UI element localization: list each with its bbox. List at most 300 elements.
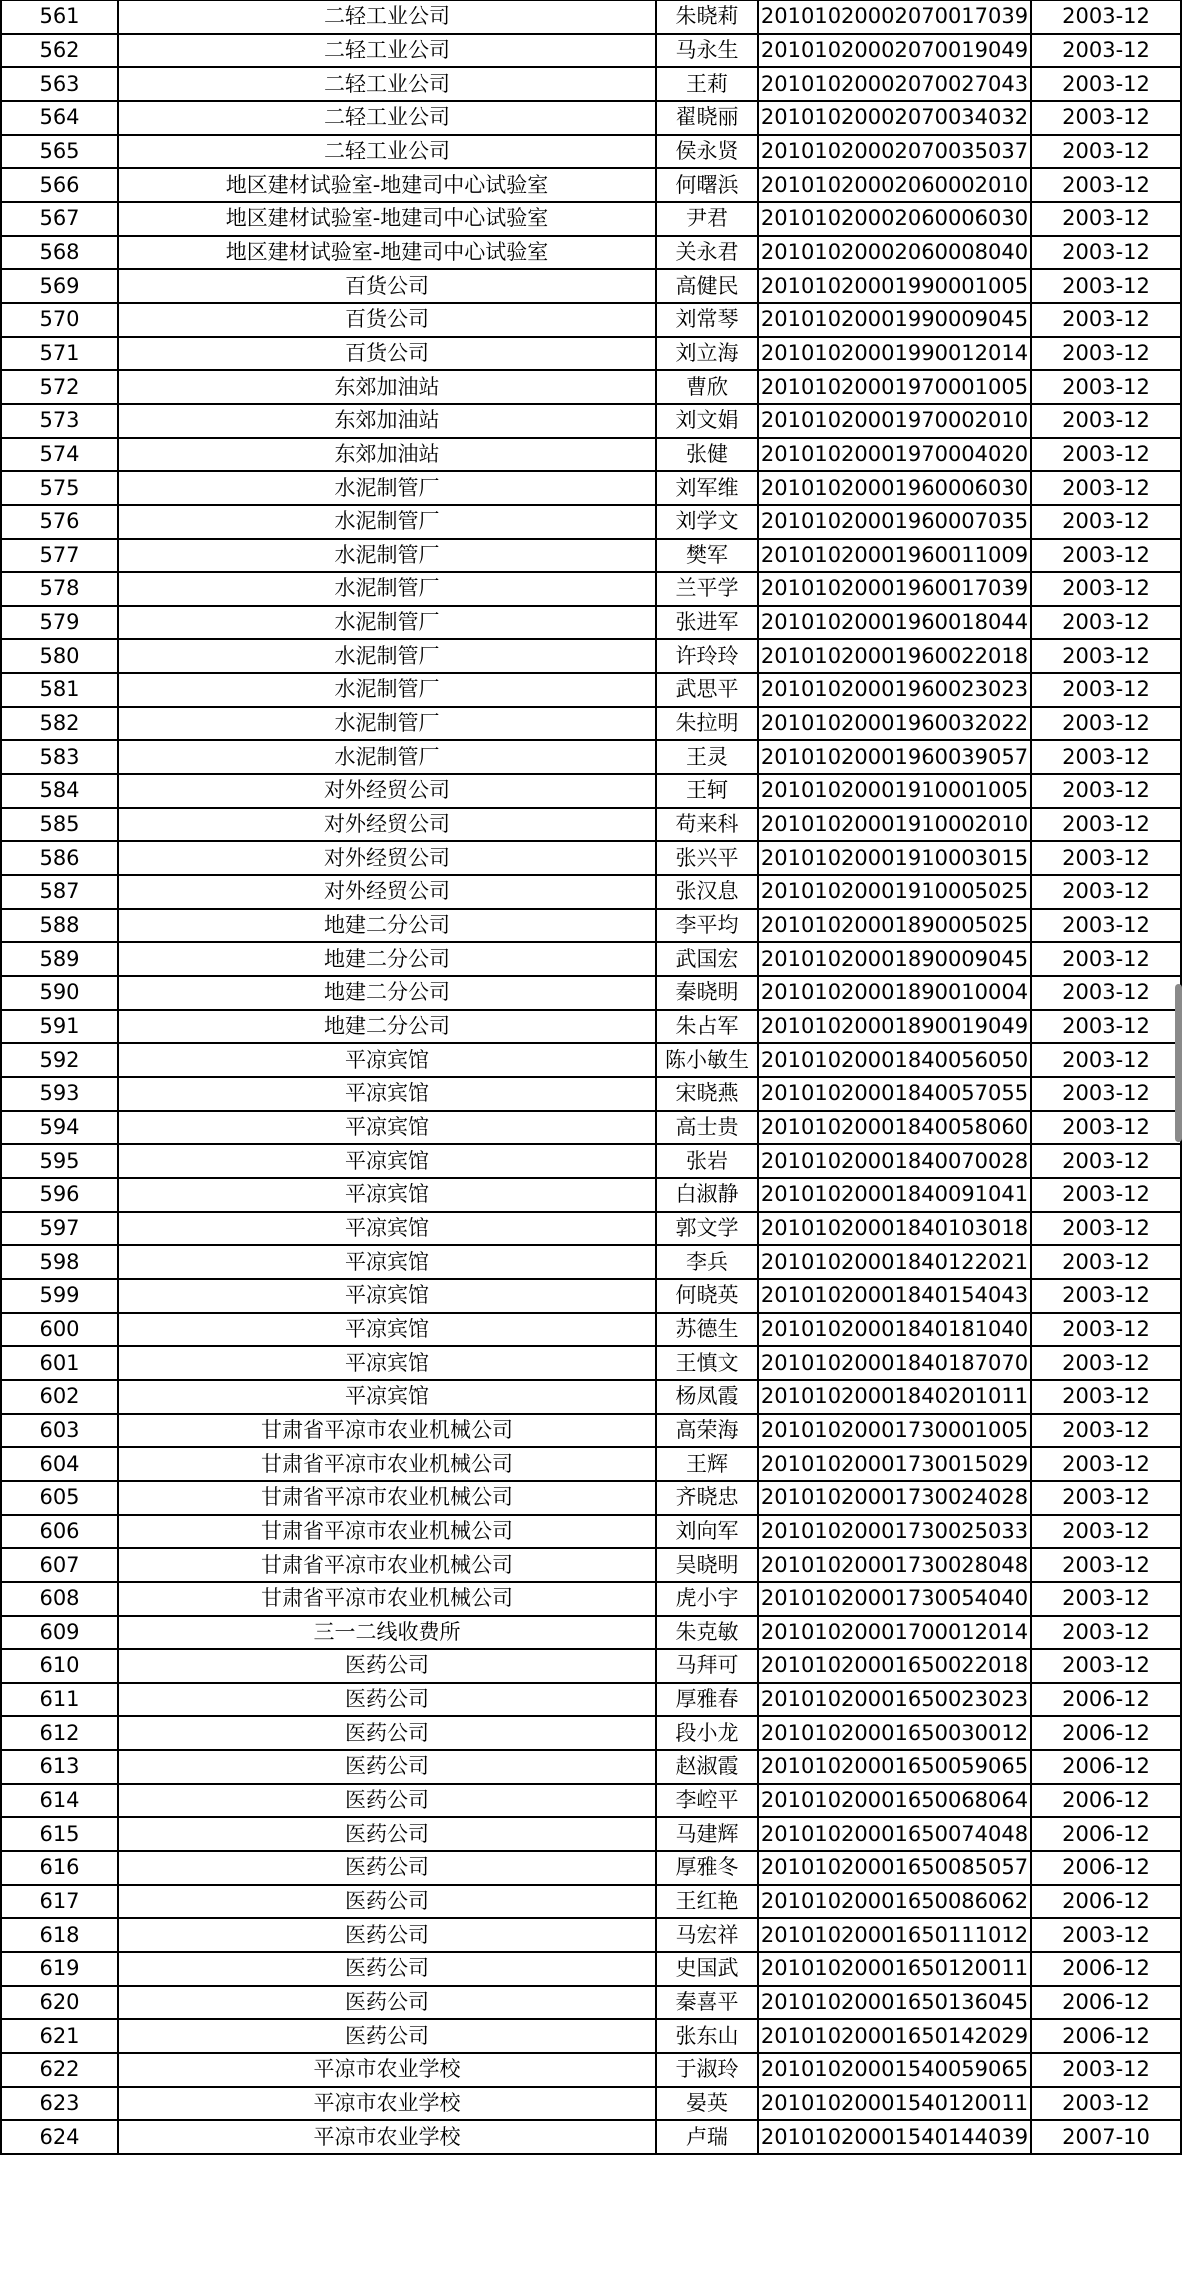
date-cell: 2003-12 (1031, 269, 1181, 303)
date-cell: 2003-12 (1031, 740, 1181, 774)
row-number-cell: 604 (1, 1447, 118, 1481)
date-cell: 2003-12 (1031, 67, 1181, 101)
name-cell: 李兵 (656, 1245, 758, 1279)
account-number-cell: 20101020001840056050 (758, 1043, 1031, 1077)
table-row (1, 875, 1181, 909)
account-number-cell: 20101020001650068064 (758, 1784, 1031, 1818)
table-row (1, 1582, 1181, 1616)
name-cell: 刘学文 (656, 505, 758, 539)
unit-cell: 二轻工业公司 (118, 1, 656, 34)
unit-cell: 医药公司 (118, 1918, 656, 1952)
row-number-cell: 603 (1, 1414, 118, 1448)
table-row (1, 841, 1181, 875)
account-number-cell: 20101020001650030012 (758, 1716, 1031, 1750)
row-number-cell: 585 (1, 808, 118, 842)
name-cell: 厚雅冬 (656, 1851, 758, 1885)
table-row (1, 2019, 1181, 2053)
table-row (1, 101, 1181, 135)
account-number-cell: 20101020002070027043 (758, 67, 1031, 101)
table-row (1, 1817, 1181, 1851)
date-cell: 2003-12 (1031, 1515, 1181, 1549)
account-number-cell: 20101020001910001005 (758, 774, 1031, 808)
name-cell: 翟晓丽 (656, 101, 758, 135)
unit-cell: 平凉宾馆 (118, 1178, 656, 1212)
date-cell: 2003-12 (1031, 909, 1181, 943)
unit-cell: 对外经贸公司 (118, 841, 656, 875)
date-cell: 2003-12 (1031, 2053, 1181, 2087)
date-cell: 2003-12 (1031, 572, 1181, 606)
table-row (1, 34, 1181, 68)
name-cell: 李平均 (656, 909, 758, 943)
name-cell: 刘军维 (656, 471, 758, 505)
table-row (1, 303, 1181, 337)
unit-cell: 二轻工业公司 (118, 101, 656, 135)
account-number-cell: 20101020001960006030 (758, 471, 1031, 505)
date-cell: 2003-12 (1031, 1380, 1181, 1414)
unit-cell: 二轻工业公司 (118, 67, 656, 101)
account-number-cell: 20101020001840154043 (758, 1279, 1031, 1313)
unit-cell: 百货公司 (118, 337, 656, 371)
unit-cell: 对外经贸公司 (118, 808, 656, 842)
unit-cell: 平凉宾馆 (118, 1346, 656, 1380)
row-number-cell: 592 (1, 1043, 118, 1077)
date-cell: 2003-12 (1031, 1582, 1181, 1616)
table-row (1, 1178, 1181, 1212)
table-row (1, 942, 1181, 976)
unit-cell: 医药公司 (118, 1683, 656, 1717)
account-number-cell: 20101020002070034032 (758, 101, 1031, 135)
table-row (1, 1649, 1181, 1683)
date-cell: 2003-12 (1031, 101, 1181, 135)
table-row (1, 1885, 1181, 1919)
name-cell: 陈小敏生 (656, 1043, 758, 1077)
unit-cell: 地区建材试验室-地建司中心试验室 (118, 236, 656, 270)
name-cell: 苟来科 (656, 808, 758, 842)
name-cell: 秦喜平 (656, 1986, 758, 2020)
date-cell: 2003-12 (1031, 1649, 1181, 1683)
row-number-cell: 573 (1, 404, 118, 438)
account-number-cell: 20101020001970001005 (758, 370, 1031, 404)
row-number-cell: 564 (1, 101, 118, 135)
unit-cell: 百货公司 (118, 269, 656, 303)
unit-cell: 平凉宾馆 (118, 1144, 656, 1178)
name-cell: 于淑玲 (656, 2053, 758, 2087)
account-number-cell: 20101020001650142029 (758, 2019, 1031, 2053)
table-row (1, 639, 1181, 673)
table-row (1, 740, 1181, 774)
table-row (1, 1716, 1181, 1750)
unit-cell: 东郊加油站 (118, 438, 656, 472)
row-number-cell: 578 (1, 572, 118, 606)
account-number-cell: 20101020001650111012 (758, 1918, 1031, 1952)
date-cell: 2003-12 (1031, 841, 1181, 875)
row-number-cell: 622 (1, 2053, 118, 2087)
table-row (1, 404, 1181, 438)
account-number-cell: 20101020001960018044 (758, 606, 1031, 640)
table-row (1, 2087, 1181, 2121)
unit-cell: 甘肃省平凉市农业机械公司 (118, 1582, 656, 1616)
name-cell: 张汉息 (656, 875, 758, 909)
date-cell: 2003-12 (1031, 774, 1181, 808)
name-cell: 刘常琴 (656, 303, 758, 337)
unit-cell: 医药公司 (118, 1885, 656, 1919)
date-cell: 2003-12 (1031, 471, 1181, 505)
account-number-cell: 20101020001730015029 (758, 1447, 1031, 1481)
table-row (1, 236, 1181, 270)
date-cell: 2003-12 (1031, 1010, 1181, 1044)
account-number-cell: 20101020001960007035 (758, 505, 1031, 539)
row-number-cell: 606 (1, 1515, 118, 1549)
date-cell: 2003-12 (1031, 1346, 1181, 1380)
unit-cell: 水泥制管厂 (118, 606, 656, 640)
row-number-cell: 575 (1, 471, 118, 505)
table-row (1, 1548, 1181, 1582)
name-cell: 王红艳 (656, 1885, 758, 1919)
row-number-cell: 601 (1, 1346, 118, 1380)
row-number-cell: 609 (1, 1616, 118, 1650)
account-number-cell: 20101020001650059065 (758, 1750, 1031, 1784)
date-cell: 2006-12 (1031, 1885, 1181, 1919)
account-number-cell: 20101020001960011009 (758, 539, 1031, 573)
name-cell: 虎小宇 (656, 1582, 758, 1616)
unit-cell: 平凉市农业学校 (118, 2087, 656, 2121)
row-number-cell: 590 (1, 976, 118, 1010)
table-row (1, 1279, 1181, 1313)
name-cell: 关永君 (656, 236, 758, 270)
account-number-cell: 20101020001970002010 (758, 404, 1031, 438)
table-row (1, 1952, 1181, 1986)
row-number-cell: 610 (1, 1649, 118, 1683)
name-cell: 齐晓忠 (656, 1481, 758, 1515)
date-cell: 2006-12 (1031, 2019, 1181, 2053)
date-cell: 2003-12 (1031, 404, 1181, 438)
name-cell: 樊军 (656, 539, 758, 573)
table-row (1, 774, 1181, 808)
name-cell: 杨凤霞 (656, 1380, 758, 1414)
row-number-cell: 598 (1, 1245, 118, 1279)
row-number-cell: 569 (1, 269, 118, 303)
table-row (1, 1313, 1181, 1347)
table-row (1, 1986, 1181, 2020)
name-cell: 宋晓燕 (656, 1077, 758, 1111)
row-number-cell: 624 (1, 2120, 118, 2154)
account-number-cell: 20101020001990009045 (758, 303, 1031, 337)
unit-cell: 医药公司 (118, 1851, 656, 1885)
account-number-cell: 20101020001960017039 (758, 572, 1031, 606)
unit-cell: 甘肃省平凉市农业机械公司 (118, 1414, 656, 1448)
table-row (1, 1784, 1181, 1818)
row-number-cell: 605 (1, 1481, 118, 1515)
date-cell: 2006-12 (1031, 1986, 1181, 2020)
table-row (1, 606, 1181, 640)
row-number-cell: 619 (1, 1952, 118, 1986)
row-number-cell: 597 (1, 1212, 118, 1246)
account-number-cell: 20101020001910003015 (758, 841, 1031, 875)
name-cell: 张进军 (656, 606, 758, 640)
name-cell: 厚雅春 (656, 1683, 758, 1717)
date-cell: 2007-10 (1031, 2120, 1181, 2154)
table-row (1, 471, 1181, 505)
unit-cell: 平凉宾馆 (118, 1077, 656, 1111)
table-row (1, 337, 1181, 371)
account-number-cell: 20101020002070017039 (758, 1, 1031, 34)
unit-cell: 水泥制管厂 (118, 707, 656, 741)
unit-cell: 甘肃省平凉市农业机械公司 (118, 1447, 656, 1481)
row-number-cell: 565 (1, 135, 118, 169)
name-cell: 尹君 (656, 202, 758, 236)
name-cell: 何晓英 (656, 1279, 758, 1313)
unit-cell: 地建二分公司 (118, 976, 656, 1010)
row-number-cell: 621 (1, 2019, 118, 2053)
row-number-cell: 620 (1, 1986, 118, 2020)
account-number-cell: 20101020001730028048 (758, 1548, 1031, 1582)
row-number-cell: 589 (1, 942, 118, 976)
name-cell: 马拜可 (656, 1649, 758, 1683)
row-number-cell: 579 (1, 606, 118, 640)
unit-cell: 水泥制管厂 (118, 505, 656, 539)
name-cell: 朱占军 (656, 1010, 758, 1044)
name-cell: 郭文学 (656, 1212, 758, 1246)
table-row (1, 1245, 1181, 1279)
unit-cell: 东郊加油站 (118, 404, 656, 438)
account-number-cell: 20101020001890019049 (758, 1010, 1031, 1044)
vertical-scrollbar-thumb[interactable] (1175, 984, 1182, 1142)
table-row (1, 976, 1181, 1010)
row-number-cell: 611 (1, 1683, 118, 1717)
account-number-cell: 20101020001840057055 (758, 1077, 1031, 1111)
date-cell: 2003-12 (1031, 808, 1181, 842)
row-number-cell: 570 (1, 303, 118, 337)
unit-cell: 二轻工业公司 (118, 34, 656, 68)
date-cell: 2003-12 (1031, 1918, 1181, 1952)
date-cell: 2003-12 (1031, 1043, 1181, 1077)
row-number-cell: 608 (1, 1582, 118, 1616)
name-cell: 何曙浜 (656, 168, 758, 202)
table-row (1, 370, 1181, 404)
row-number-cell: 574 (1, 438, 118, 472)
date-cell: 2003-12 (1031, 942, 1181, 976)
account-number-cell: 20101020001990012014 (758, 337, 1031, 371)
unit-cell: 甘肃省平凉市农业机械公司 (118, 1515, 656, 1549)
table-row (1, 2120, 1181, 2154)
row-number-cell: 568 (1, 236, 118, 270)
record-table-body (1, 1, 1181, 2155)
name-cell: 武思平 (656, 673, 758, 707)
account-number-cell: 20101020002070019049 (758, 34, 1031, 68)
table-row (1, 1346, 1181, 1380)
name-cell: 高荣海 (656, 1414, 758, 1448)
row-number-cell: 595 (1, 1144, 118, 1178)
row-number-cell: 572 (1, 370, 118, 404)
table-row (1, 1918, 1181, 1952)
date-cell: 2003-12 (1031, 135, 1181, 169)
row-number-cell: 618 (1, 1918, 118, 1952)
name-cell: 王轲 (656, 774, 758, 808)
table-row (1, 1144, 1181, 1178)
row-number-cell: 576 (1, 505, 118, 539)
name-cell: 兰平学 (656, 572, 758, 606)
account-number-cell: 20101020001890010004 (758, 976, 1031, 1010)
unit-cell: 水泥制管厂 (118, 539, 656, 573)
date-cell: 2003-12 (1031, 1077, 1181, 1111)
name-cell: 朱拉明 (656, 707, 758, 741)
table-row (1, 1380, 1181, 1414)
table-row (1, 168, 1181, 202)
row-number-cell: 584 (1, 774, 118, 808)
unit-cell: 医药公司 (118, 1784, 656, 1818)
date-cell: 2003-12 (1031, 1245, 1181, 1279)
account-number-cell: 20101020001540144039 (758, 2120, 1031, 2154)
date-cell: 2003-12 (1031, 1212, 1181, 1246)
unit-cell: 对外经贸公司 (118, 774, 656, 808)
account-number-cell: 20101020001840122021 (758, 1245, 1031, 1279)
unit-cell: 平凉宾馆 (118, 1212, 656, 1246)
table-row (1, 1212, 1181, 1246)
account-number-cell: 20101020001730001005 (758, 1414, 1031, 1448)
date-cell: 2006-12 (1031, 1716, 1181, 1750)
row-number-cell: 566 (1, 168, 118, 202)
table-row (1, 1414, 1181, 1448)
account-number-cell: 20101020001840091041 (758, 1178, 1031, 1212)
account-number-cell: 20101020001970004020 (758, 438, 1031, 472)
name-cell: 武国宏 (656, 942, 758, 976)
account-number-cell: 20101020001840187070 (758, 1346, 1031, 1380)
row-number-cell: 563 (1, 67, 118, 101)
account-number-cell: 20101020001910002010 (758, 808, 1031, 842)
date-cell: 2003-12 (1031, 1447, 1181, 1481)
row-number-cell: 588 (1, 909, 118, 943)
unit-cell: 甘肃省平凉市农业机械公司 (118, 1481, 656, 1515)
unit-cell: 东郊加油站 (118, 370, 656, 404)
name-cell: 张健 (656, 438, 758, 472)
row-number-cell: 583 (1, 740, 118, 774)
table-row (1, 2053, 1181, 2087)
table-row (1, 539, 1181, 573)
account-number-cell: 20101020001840070028 (758, 1144, 1031, 1178)
row-number-cell: 593 (1, 1077, 118, 1111)
row-number-cell: 586 (1, 841, 118, 875)
row-number-cell: 596 (1, 1178, 118, 1212)
row-number-cell: 600 (1, 1313, 118, 1347)
account-number-cell: 20101020001650022018 (758, 1649, 1031, 1683)
unit-cell: 水泥制管厂 (118, 572, 656, 606)
unit-cell: 甘肃省平凉市农业机械公司 (118, 1548, 656, 1582)
row-number-cell: 602 (1, 1380, 118, 1414)
table-row (1, 1683, 1181, 1717)
table-row (1, 1750, 1181, 1784)
date-cell: 2006-12 (1031, 1817, 1181, 1851)
table-row (1, 909, 1181, 943)
name-cell: 马永生 (656, 34, 758, 68)
date-cell: 2003-12 (1031, 1616, 1181, 1650)
table-row (1, 1077, 1181, 1111)
date-cell: 2003-12 (1031, 34, 1181, 68)
name-cell: 李崆平 (656, 1784, 758, 1818)
name-cell: 张东山 (656, 2019, 758, 2053)
account-number-cell: 20101020001960032022 (758, 707, 1031, 741)
name-cell: 卢瑞 (656, 2120, 758, 2154)
name-cell: 吴晓明 (656, 1548, 758, 1582)
table-row (1, 202, 1181, 236)
row-number-cell: 562 (1, 34, 118, 68)
date-cell: 2003-12 (1031, 1481, 1181, 1515)
date-cell: 2006-12 (1031, 1851, 1181, 1885)
name-cell: 史国武 (656, 1952, 758, 1986)
name-cell: 王慎文 (656, 1346, 758, 1380)
table-row (1, 269, 1181, 303)
account-number-cell: 20101020001960022018 (758, 639, 1031, 673)
date-cell: 2003-12 (1031, 202, 1181, 236)
row-number-cell: 582 (1, 707, 118, 741)
row-number-cell: 580 (1, 639, 118, 673)
date-cell: 2003-12 (1031, 639, 1181, 673)
unit-cell: 地区建材试验室-地建司中心试验室 (118, 202, 656, 236)
date-cell: 2003-12 (1031, 1178, 1181, 1212)
name-cell: 高健民 (656, 269, 758, 303)
row-number-cell: 612 (1, 1716, 118, 1750)
account-number-cell: 20101020001960023023 (758, 673, 1031, 707)
table-row (1, 673, 1181, 707)
unit-cell: 水泥制管厂 (118, 673, 656, 707)
date-cell: 2006-12 (1031, 1750, 1181, 1784)
unit-cell: 医药公司 (118, 1716, 656, 1750)
name-cell: 王灵 (656, 740, 758, 774)
account-number-cell: 20101020001960039057 (758, 740, 1031, 774)
account-number-cell: 20101020001730024028 (758, 1481, 1031, 1515)
unit-cell: 地建二分公司 (118, 1010, 656, 1044)
account-number-cell: 20101020001650136045 (758, 1986, 1031, 2020)
table-row (1, 505, 1181, 539)
date-cell: 2003-12 (1031, 168, 1181, 202)
unit-cell: 水泥制管厂 (118, 740, 656, 774)
unit-cell: 平凉宾馆 (118, 1380, 656, 1414)
date-cell: 2006-12 (1031, 1683, 1181, 1717)
date-cell: 2003-12 (1031, 438, 1181, 472)
unit-cell: 医药公司 (118, 1649, 656, 1683)
date-cell: 2003-12 (1031, 707, 1181, 741)
account-number-cell: 20101020001730025033 (758, 1515, 1031, 1549)
account-number-cell: 20101020002070035037 (758, 135, 1031, 169)
account-number-cell: 20101020001650085057 (758, 1851, 1031, 1885)
date-cell: 2003-12 (1031, 337, 1181, 371)
account-number-cell: 20101020001840103018 (758, 1212, 1031, 1246)
unit-cell: 平凉宾馆 (118, 1313, 656, 1347)
unit-cell: 医药公司 (118, 1750, 656, 1784)
account-number-cell: 20101020001700012014 (758, 1616, 1031, 1650)
date-cell: 2003-12 (1031, 1144, 1181, 1178)
unit-cell: 医药公司 (118, 2019, 656, 2053)
date-cell: 2003-12 (1031, 976, 1181, 1010)
row-number-cell: 616 (1, 1851, 118, 1885)
row-number-cell: 567 (1, 202, 118, 236)
name-cell: 刘向军 (656, 1515, 758, 1549)
name-cell: 许玲玲 (656, 639, 758, 673)
unit-cell: 医药公司 (118, 1952, 656, 1986)
account-number-cell: 20101020001890009045 (758, 942, 1031, 976)
date-cell: 2003-12 (1031, 673, 1181, 707)
row-number-cell: 594 (1, 1111, 118, 1145)
row-number-cell: 617 (1, 1885, 118, 1919)
name-cell: 苏德生 (656, 1313, 758, 1347)
date-cell: 2003-12 (1031, 236, 1181, 270)
unit-cell: 医药公司 (118, 1986, 656, 2020)
date-cell: 2003-12 (1031, 1548, 1181, 1582)
row-number-cell: 561 (1, 1, 118, 34)
date-cell: 2003-12 (1031, 1414, 1181, 1448)
account-number-cell: 20101020001650023023 (758, 1683, 1031, 1717)
name-cell: 刘立海 (656, 337, 758, 371)
date-cell: 2003-12 (1031, 370, 1181, 404)
